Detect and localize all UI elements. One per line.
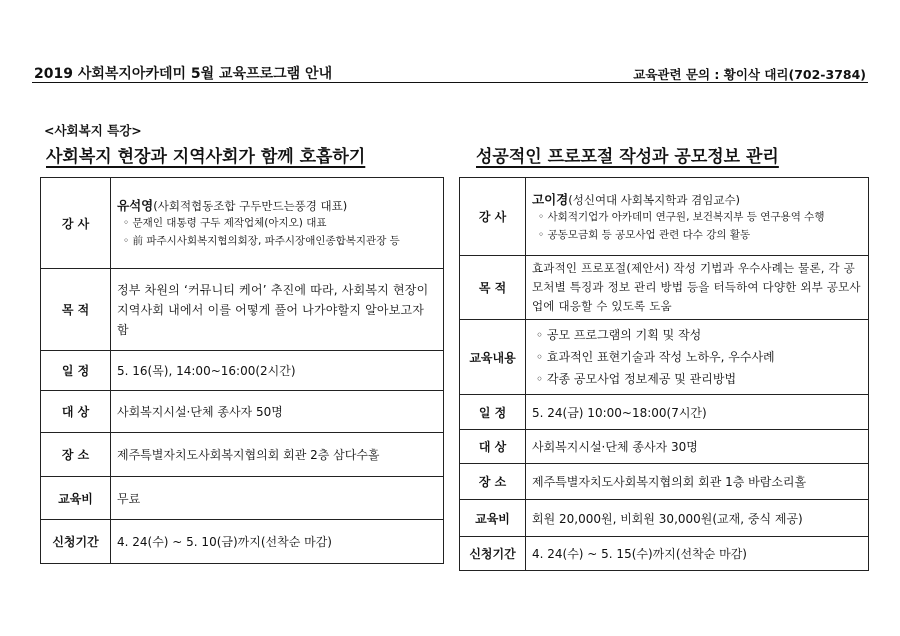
table-row (41, 433, 444, 477)
label-period: 신청기간 (460, 537, 526, 571)
instructor-cell (526, 178, 869, 256)
instructor-name: 고이경 (532, 191, 569, 207)
fee-text: 회원 20,000원, 비회원 30,000원(교재, 중식 제공) (526, 500, 869, 537)
table-row (460, 395, 869, 430)
target-text: 사회복지시설·단체 종사자 30명 (526, 430, 869, 464)
label-place: 장 소 (41, 433, 111, 477)
purpose-text: 효과적인 프로포절(제안서) 작성 기법과 우수사례는 물론, 각 공모처별 특징과 정보 관리 방법 등을 터득하여 다양한 외부 공모사업에 대응할 수 있도록 도움 (526, 256, 869, 320)
content-item: ◦ 효과적인 표현기술과 작성 노하우, 우수사례 (536, 350, 775, 364)
label-fee: 교육비 (41, 477, 111, 520)
table-row (460, 464, 869, 500)
period-text: 4. 24(수) ~ 5. 10(금)까지(선착순 마감) (111, 520, 444, 564)
place-text: 제주특별자치도사회복지협의회 회관 1층 바람소리홀 (526, 464, 869, 500)
contact-info: 교육관련 문의 : 황이삭 대리(702-3784) (633, 67, 866, 82)
instructor-name: 유석영 (117, 198, 154, 213)
label-content: 교육내용 (460, 320, 526, 395)
table-row (41, 351, 444, 391)
table-row (41, 391, 444, 433)
section-tag: <사회복지 특강> (44, 123, 142, 138)
label-purpose: 목 적 (41, 269, 111, 351)
table-row (460, 430, 869, 464)
instructor-affiliation: (사회적협동조합 구두만드는풍경 대표) (153, 199, 348, 213)
label-fee: 교육비 (460, 500, 526, 537)
table-row (460, 537, 869, 571)
label-instructor: 강 사 (41, 178, 111, 269)
table-row (41, 477, 444, 520)
schedule-text: 5. 16(목), 14:00~16:00(2시간) (111, 351, 444, 391)
label-instructor: 강 사 (460, 178, 526, 256)
instructor-bullet: ◦ 공동모금회 등 공모사업 관련 다수 강의 활동 (538, 228, 751, 241)
target-text: 사회복지시설·단체 종사자 50명 (111, 391, 444, 433)
table-row (460, 256, 869, 320)
table-row (460, 178, 869, 256)
purpose-text: 정부 차원의 ‘커뮤니티 케어’ 추진에 따라, 사회복지 현장이 지역사회 내에서 이를 어떻게 풀어 나가야할지 알아보고자 함 (111, 269, 444, 351)
label-purpose: 목 적 (460, 256, 526, 320)
content-cell (526, 320, 869, 395)
label-target: 대 상 (460, 430, 526, 464)
program-title-right: 성공적인 프로포절 작성과 공모정보 관리 (476, 147, 779, 167)
schedule-text: 5. 24(금) 10:00~18:00(7시간) (526, 395, 869, 430)
instructor-bullet: ◦ 문재인 대통령 구두 제작업체(아지오) 대표 (123, 217, 327, 229)
header-divider (32, 82, 868, 83)
program-table-left (40, 177, 444, 564)
table-row (460, 500, 869, 537)
fee-text: 무료 (111, 477, 444, 520)
table-row (41, 269, 444, 351)
content-item: ◦ 공모 프로그램의 기획 및 작성 (536, 328, 702, 342)
table-row (41, 520, 444, 564)
label-schedule: 일 정 (41, 351, 111, 391)
content-item: ◦ 각종 공모사업 정보제공 및 관리방법 (536, 372, 737, 386)
instructor-cell (111, 178, 444, 269)
period-text: 4. 24(수) ~ 5. 15(수)까지(선착순 마감) (526, 537, 869, 571)
label-target: 대 상 (41, 391, 111, 433)
label-period: 신청기간 (41, 520, 111, 564)
table-row (41, 178, 444, 269)
place-text: 제주특별자치도사회복지협의회 회관 2층 삼다수홀 (111, 433, 444, 477)
instructor-bullet: ◦ 사회적기업가 아카데미 연구원, 보건복지부 등 연구용역 수행 (538, 210, 825, 223)
table-row (460, 320, 869, 395)
program-title-left: 사회복지 현장과 지역사회가 함께 호흡하기 (46, 147, 366, 167)
label-place: 장 소 (460, 464, 526, 500)
page-title: 2019 사회복지아카데미 5월 교육프로그램 안내 (34, 66, 333, 82)
instructor-bullet: ◦ 前 파주시사회복지협의회장, 파주시장애인종합복지관장 등 (123, 235, 400, 247)
instructor-affiliation: (성신여대 사회복지학과 겸임교수) (568, 192, 741, 207)
label-schedule: 일 정 (460, 395, 526, 430)
program-table-right (459, 177, 869, 571)
